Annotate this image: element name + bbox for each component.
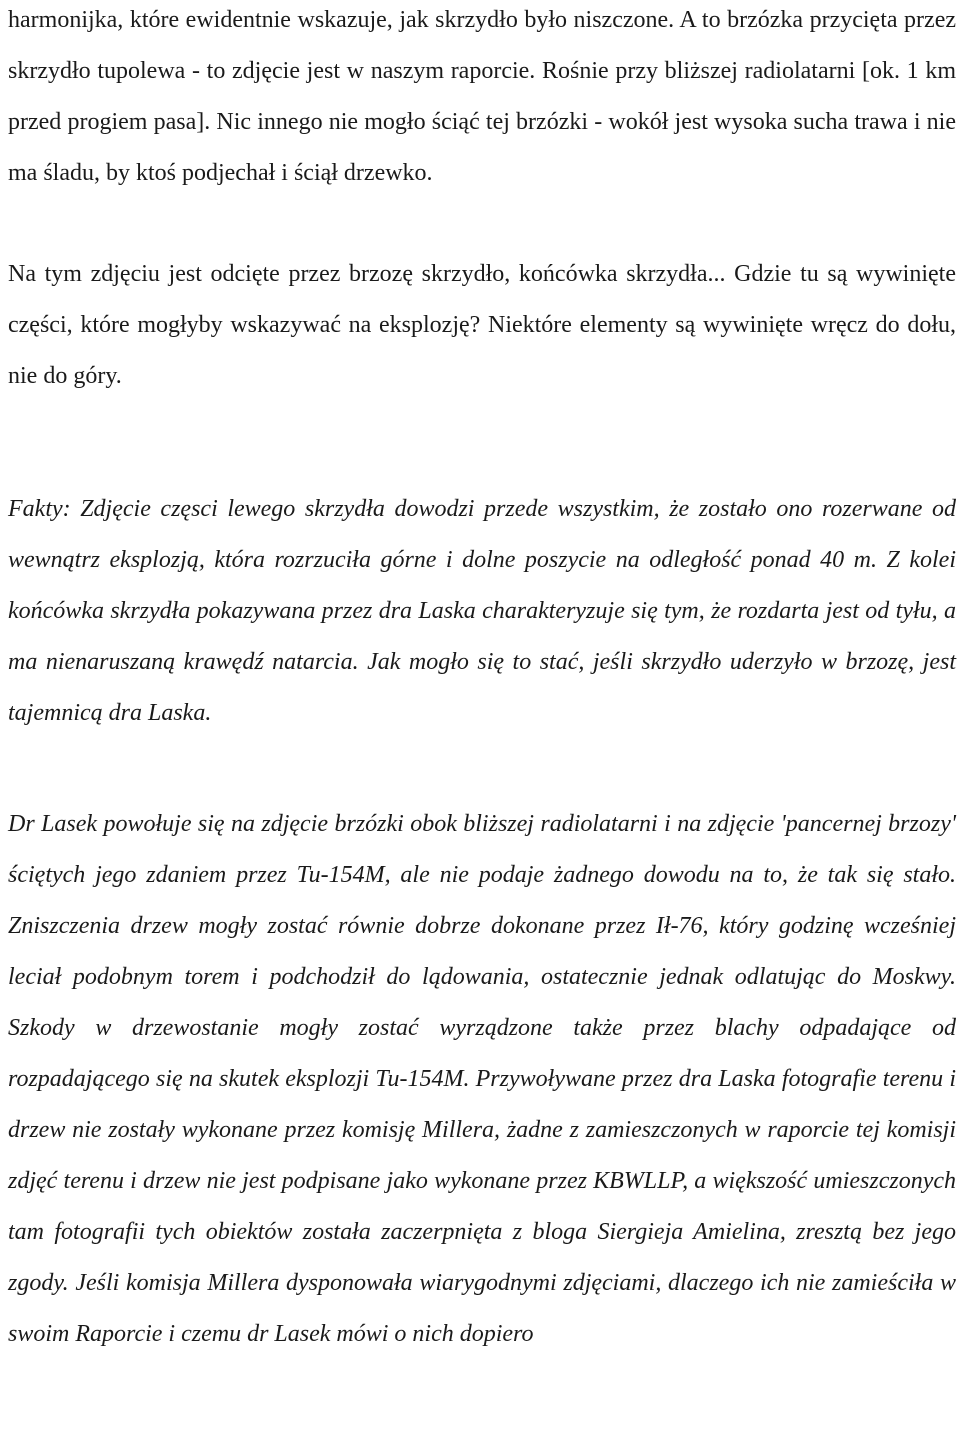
paragraph-na-tym-zdjeciu: Na tym zdjęciu jest odcięte przez brzozę skrzydło, końcówka skrzydła... Gdzie tu są wywinięte części, które mogłyby wskazywać na eksplozję? Niektóre elementy są wywinięte wręcz do dołu, nie do góry. xyxy=(8,261,956,389)
paragraph-fakty: Fakty: Zdjęcie częsci lewego skrzydła dowodzi przede wszystkim, że zostało ono rozerwane od wewnątrz eksplozją, która rozrzuciła górne i dolne poszycie na odległość ponad 40 m. Z kolei końcówka skrzydła pokazywana przez dra Laska charakteryzuje się tym, że rozdarta jest od tyłu, a ma nienaruszaną krawędź natarcia. Jak mogło się to stać, jeśli skrzydło uderzyło w brzozę, jest tajemnicą dra Laska. xyxy=(8,496,956,726)
paragraph-harmonijka: harmonijka, które ewidentnie wskazuje, jak skrzydło było niszczone. A to brzózka przycięta przez skrzydło tupolewa - to zdjęcie jest w naszym raporcie. Rośnie przy bliższej radiolatarni [ok. 1 km przed progiem pasa]. Nic innego nie mogło ściąć tej brzózki - wokół jest wysoka sucha trawa i nie ma śladu, by ktoś podjechał i ściął drzewko. xyxy=(8,7,956,186)
paragraph-dr-lasek: Dr Lasek powołuje się na zdjęcie brzózki obok bliższej radiolatarni i na zdjęcie 'pancernej brzozy' ściętych jego zdaniem przez Tu-154M, ale nie podaje żadnego dowodu na to, że tak się stało. Zniszczenia drzew mogły zostać równie dobrze dokonane przez Ił-76, który godzinę wcześniej leciał podobnym torem i podchodził do lądowania, ostatecznie jednak odlatując do Moskwy. Szkody w drzewostanie mogły zostać wyrządzone także przez blachy odpadające od rozpadającego się na skutek eksplozji Tu-154M. Przywoływane przez dra Laska fotografie terenu i drzew nie zostały wykonane przez komisję Millera, żadne z zamieszczonych w raporcie tej komisji zdjęć terenu i drzew nie jest podpisane jako wykonane przez KBWLLP, a większość umieszczonych tam fotografii tych obiektów została zaczerpnięta z bloga Siergieja Amielina, zresztą bez jego zgody. Jeśli komisja Millera dysponowała wiarygodnymi zdjęciami, dlaczego ich nie zamieściła w swoim Raporcie i czemu dr Lasek mówi o nich dopiero xyxy=(8,811,956,1347)
